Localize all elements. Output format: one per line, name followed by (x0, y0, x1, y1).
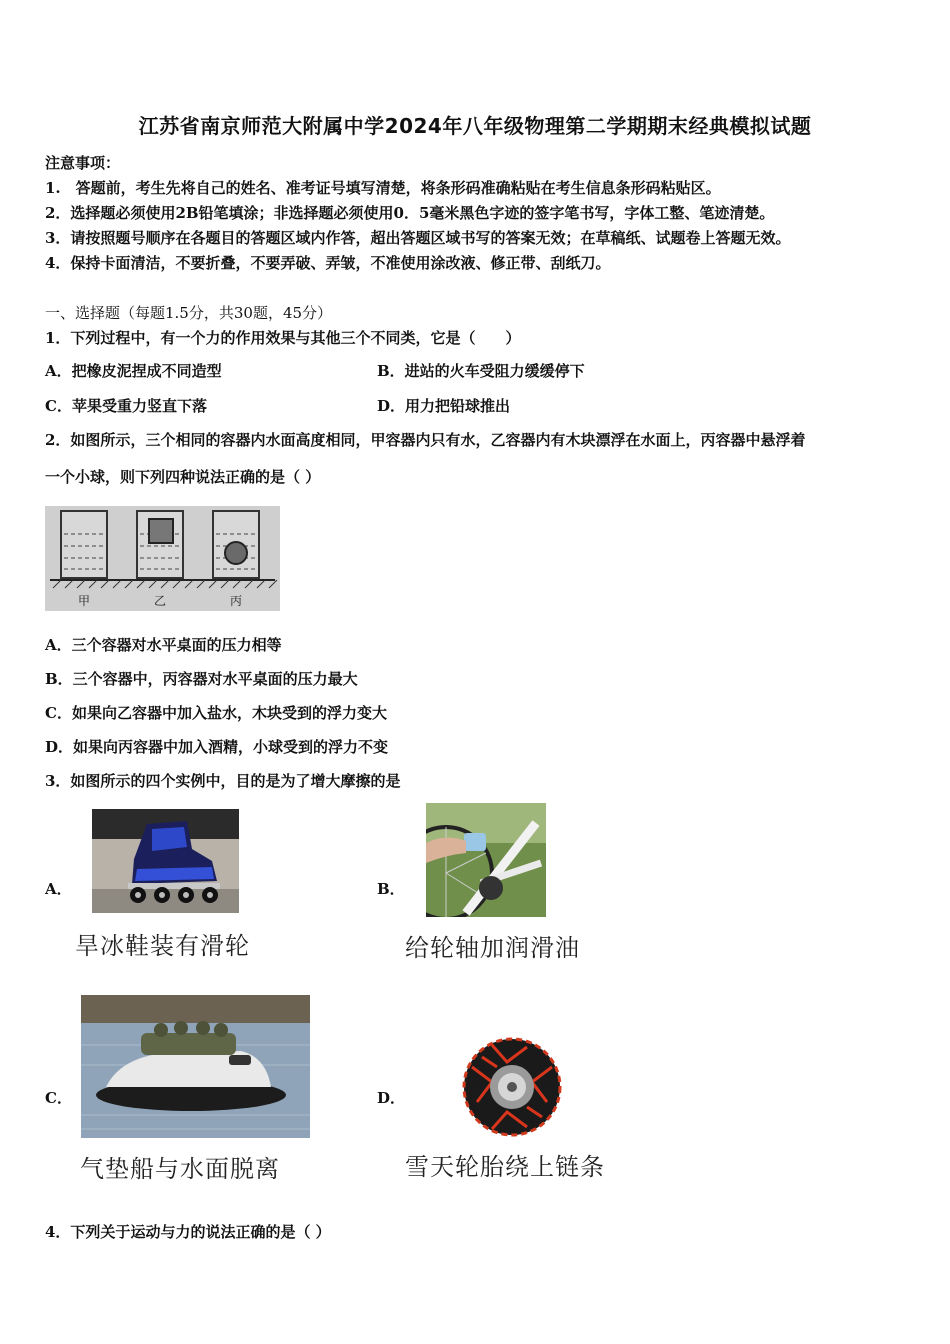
caption-tire-chain: 雪天轮胎绕上链条 (405, 1153, 605, 1181)
caption-rollerskate: 旱冰鞋装有滑轮 (75, 932, 250, 960)
label-bing: 丙 (229, 594, 243, 608)
option-b: B．三个容器中，丙容器对水平桌面的压力最大 (45, 670, 358, 688)
notice-item: 3．请按照题号顺序在各题目的答题区域内作答，超出答题区域书写的答案无效；在草稿纸、试题卷上答题无效。 (45, 229, 791, 247)
option-d-label: D． (377, 1089, 406, 1107)
rollerskate-photo (92, 809, 239, 913)
question-stem: 2．如图所示，三个相同的容器内水面高度相同，甲容器内只有水，乙容器内有木块漂浮在水面上，丙容器中悬浮着 (45, 431, 806, 449)
bike-oil-photo (426, 803, 546, 917)
tire-chain-photo (462, 1037, 562, 1137)
question-stem: 1．下列过程中，有一个力的作用效果与其他三个不同类，它是（ ） (45, 329, 521, 347)
option-d: D．如果向丙容器中加入酒精，小球受到的浮力不变 (45, 738, 389, 756)
notice-item: 1. 答题前，考生先将自己的姓名、准考证号填写清楚，将条形码准确粘贴在考生信息条形码粘贴区。 (45, 179, 721, 197)
caption-bike-oil: 给轮轴加润滑油 (405, 934, 580, 962)
page-title: 江苏省南京师范大附属中学2024年八年级物理第二学期期末经典模拟试题 (138, 114, 812, 138)
option-a: A．把橡皮泥捏成不同造型 (45, 362, 222, 380)
option-c-label: C． (45, 1089, 72, 1107)
option-c: C．苹果受重力竖直下落 (45, 397, 207, 415)
option-c: C．如果向乙容器中加入盐水，木块受到的浮力变大 (45, 704, 387, 722)
caption-hovercraft: 气垫船与水面脱离 (80, 1155, 280, 1183)
hovercraft-photo (81, 995, 310, 1138)
notice-item: 4．保持卡面清洁，不要折叠，不要弄破、弄皱，不准使用涂改液、修正带、刮纸刀。 (45, 254, 611, 272)
option-a-label: A． (45, 880, 72, 898)
question-stem: 4．下列关于运动与力的说法正确的是（ ） (45, 1223, 331, 1241)
option-b: B．进站的火车受阻力缓缓停下 (377, 362, 585, 380)
containers-figure (45, 506, 280, 611)
question-stem-cont: 一个小球，则下列四种说法正确的是（ ） (45, 468, 321, 486)
option-d: D．用力把铅球推出 (377, 397, 511, 415)
section-heading: 一、选择题（每题1.5分，共30题，45分） (45, 304, 333, 322)
label-jia: 甲 (77, 594, 91, 608)
question-stem: 3．如图所示的四个实例中，目的是为了增大摩擦的是 (45, 772, 401, 790)
notice-item: 2．选择题必须使用2B铅笔填涂；非选择题必须使用0．5毫米黑色字迹的签字笔书写，字体工整、笔迹清楚。 (45, 204, 775, 222)
label-yi: 乙 (153, 594, 167, 608)
notice-heading: 注意事项： (45, 154, 121, 172)
option-a: A．三个容器对水平桌面的压力相等 (45, 636, 282, 654)
option-b-label: B． (377, 880, 405, 898)
